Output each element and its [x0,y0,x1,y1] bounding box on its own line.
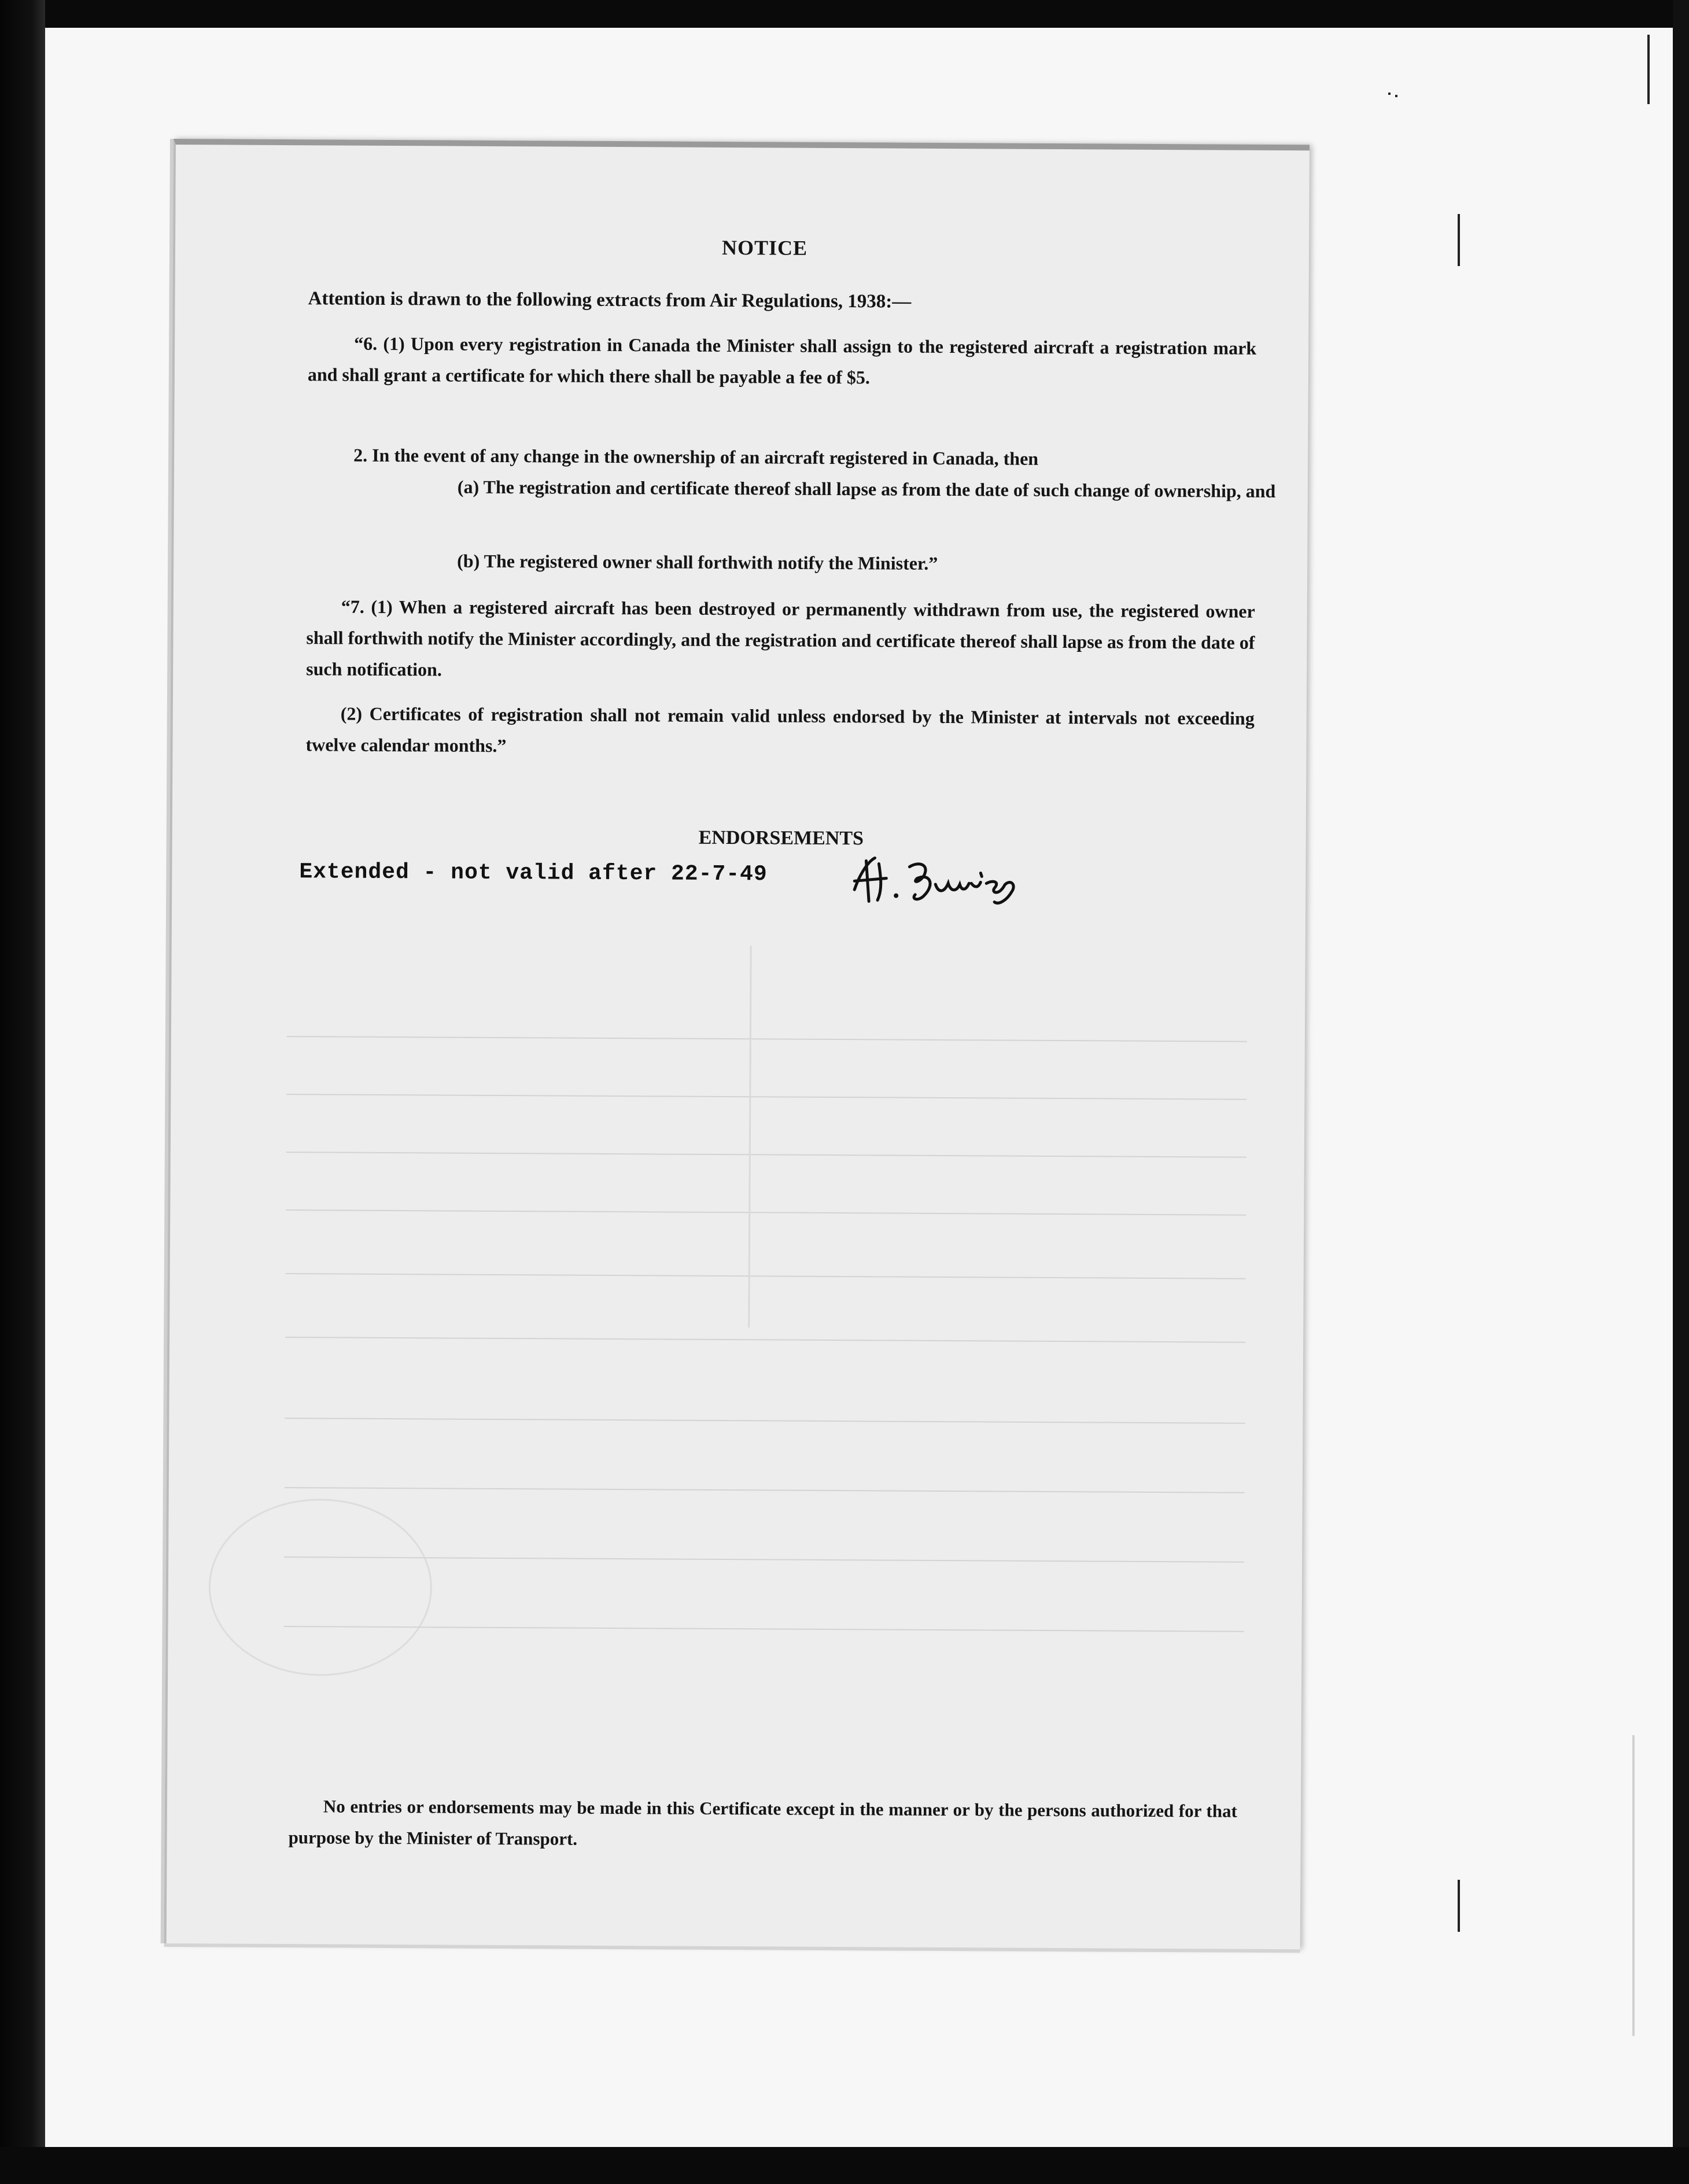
certificate-page [164,139,1310,1949]
regulation-7-1: “7. (1) When a registered aircraft has been destroyed or permanently withdrawn from use, the registered owner shall forthwith notify the Minister accordingly, and the registration and certificate thereof shall lapse as from the date of such notification. [306,596,1255,680]
bleed-through-line [285,1418,1245,1424]
notice-title: NOTICE [721,235,808,260]
bleed-through-seal [208,1498,433,1676]
bleed-through-line [285,1487,1245,1493]
scan-border-top [0,0,1689,28]
regulation-6-2-b: (b) The registered owner shall forthwith notify the Minister.” [457,550,938,574]
regulation-6-2-a: (a) The registration and certificate thereof shall lapse as from the date of such change of ownership, and [457,476,1276,501]
footer-note: No entries or endorsements may be made in this Certificate except in the manner or by the persons authorized for that purpose by the Minister of Transport. [288,1796,1237,1849]
endorsement-entry: Extended - not valid after 22-7-49 [299,859,768,887]
bleed-through-line [285,1337,1245,1343]
regulation-7-2: (2) Certificates of registration shall not remain valid unless endorsed by the Minister at intervals not exceeding twelve calendar months.” [305,703,1255,757]
regulation-6-2: 2. In the event of any change in the ownership of an aircraft registered in Canada, then [353,444,1039,469]
regulation-6-1: “6. (1) Upon every registration in Canada the Minister shall assign to the registered aircraft a registration mark and shall grant a certificate for which there shall be payable a fee of $5. [307,333,1257,388]
handwritten-signature [843,849,1040,917]
bleed-through-line [286,1094,1247,1100]
film-dust-speck [1395,95,1397,97]
film-dust-speck [1388,93,1391,95]
film-edge-mark [1458,1880,1460,1932]
bleed-through-line [286,1152,1247,1158]
film-edge-mark [1458,214,1460,266]
film-edge-mark [1632,1735,1635,2036]
scan-border-left [0,0,45,2184]
scan-border-right [1673,0,1689,2184]
endorsements-title: ENDORSEMENTS [698,827,864,850]
bleed-through-line [286,1209,1246,1216]
film-edge-mark [1647,35,1650,104]
bleed-through-line [284,1626,1244,1632]
bleed-through-line [287,1036,1247,1042]
bleed-through-divider [748,946,751,1327]
bleed-through-line [284,1556,1244,1563]
bleed-through-line [286,1273,1246,1279]
scan-border-bottom [0,2147,1689,2184]
notice-intro: Attention is drawn to the following extracts from Air Regulations, 1938:— [308,288,912,312]
